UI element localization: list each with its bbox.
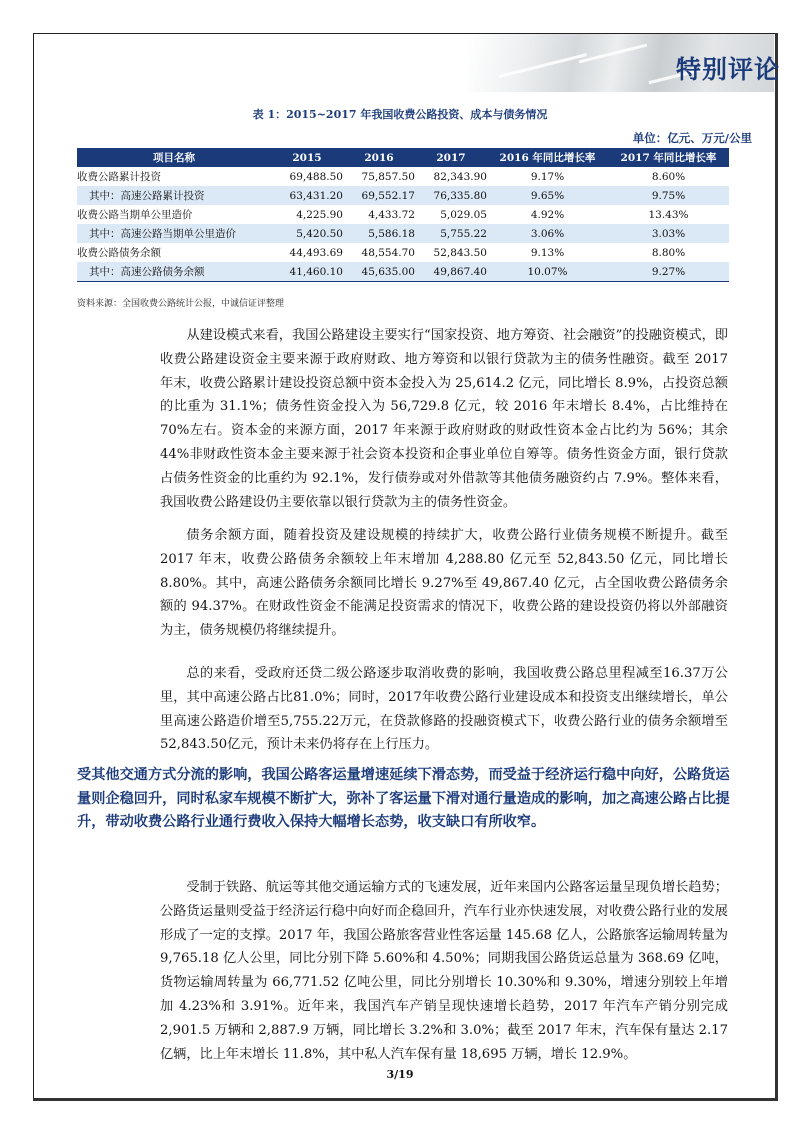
table-header-row xyxy=(77,148,729,167)
paragraph-construction-model: 从建设模式来看，我国公路建设主要实行“国家投资、地方筹资、社会融资”的投融资模式，即收费公路建设资金主要来源于政府财政、地方筹资和以银行贷款为主的债务性融资。截至 2017 年末，收费公路累计建设投资总额中资本金投入为 25,614.2 亿元，同比增长 8.9%，占投资总额的比重为 31.1%；债务性资金投入为 56,729.8 亿元，较 2016 年末增长 8.4%，占比维持在 70%左右。资本金的来源方面，2017 年来源于政府财政的财政性资本金占比约为 56%；其余 44%非财政性资本金主要来源于社会资本投资和企事业单位自筹等。债务性资金方面，银行贷款占债务性资金的比重约为 92.1%，发行债券或对外借款等其他债务融资约占 7.9%。整体来看，我国收费公路建设仍主要依靠以银行贷款为主的债务性资金。 xyxy=(160,328,728,510)
table-unit: 单位：亿元、万元/公里 xyxy=(632,131,752,145)
row-name: 其中：高速公路当期单公里造价 xyxy=(77,224,271,243)
cell-2017: 82,343.90 xyxy=(415,167,487,186)
cell-2017: 5,755.22 xyxy=(415,224,487,243)
cell-growth-2016: 9.65% xyxy=(487,186,608,205)
table-source-note: 资料来源：全国收费公路统计公报，中诚信证评整理 xyxy=(77,299,285,309)
cell-2016: 69,552.17 xyxy=(343,186,415,205)
cell-growth-2016: 10.07% xyxy=(487,262,608,282)
cell-2015: 41,460.10 xyxy=(271,262,343,282)
column-header: 2016 xyxy=(343,148,415,167)
highlight-key-point: 受其他交通方式分流的影响，我国公路客运量增速延续下滑态势，而受益于经济运行稳中向好，公路货运量则企稳回升，同时私家车规模不断扩大，弥补了客运量下滑对通行量造成的影响，加之高速公路占比提升，带动收费公路行业通行费收入保持大幅增长态势，收支缺口有所收窄。 xyxy=(77,767,730,831)
cell-growth-2016: 4.92% xyxy=(487,205,608,224)
cell-growth-2017: 3.03% xyxy=(608,224,729,243)
cell-2017: 76,335.80 xyxy=(415,186,487,205)
table-row xyxy=(77,262,729,282)
cell-growth-2017: 13.43% xyxy=(608,205,729,224)
cell-growth-2017: 8.80% xyxy=(608,243,729,262)
cell-2017: 5,029.05 xyxy=(415,205,487,224)
cell-growth-2016: 9.17% xyxy=(487,167,608,186)
page-number: 3/19 xyxy=(386,1068,414,1081)
cell-2017: 52,843.50 xyxy=(415,243,487,262)
column-header: 2017 年同比增长率 xyxy=(608,148,729,167)
cell-2015: 63,431.20 xyxy=(271,186,343,205)
cell-2016: 48,554.70 xyxy=(343,243,415,262)
cell-growth-2017: 9.27% xyxy=(608,262,729,282)
row-name: 收费公路累计投资 xyxy=(77,167,271,186)
paragraph-summary: 总的来看，受政府还贷二级公路逐步取消收费的影响，我国收费公路总里程减至16.37万公里，其中高速公路占比81.0%；同时，2017年收费公路行业建设成本和投资支出继续增长，单公里高速公路造价增至5,755.22万元，在贷款修路的投融资模式下，收费公路行业的债务余额增至52,843.50亿元，预计未来仍将存在上行压力。 xyxy=(160,666,728,753)
table-row xyxy=(77,205,729,224)
table-row xyxy=(77,186,729,205)
cell-growth-2017: 8.60% xyxy=(608,167,729,186)
section-title: 特别评论 xyxy=(675,55,780,84)
paragraph-traffic-volume: 受制于铁路、航运等其他交通运输方式的飞速发展，近年来国内公路客运量呈现负增长趋势；公路货运量则受益于经济运行稳中向好而企稳回升，汽车行业亦快速发展，对收费公路行业的发展形成了一定的支撑。2017 年，我国公路旅客营业性客运量 145.68 亿人，公路旅客运输周转量为 9,765.18 亿人公里，同比分别下降 5.60%和 4.50%；同期我国公路货运总量为 368.69 亿吨，货物运输周转量为 66,771.52 亿吨公里，同比分别增长 10.30%和 9.30%，增速分别较上年增加 4.23%和 3.91%。近年来，我国汽车产销呈现快速增长趋势，2017 年汽车产销分别完成 2,901.5 万辆和 2,887.9 万辆，同比增长 3.2%和 3.0%；截至 2017 年末，汽车保有量达 2.17 亿辆，比上年末增长 11.8%，其中私人汽车保有量 18,695 万辆，增长 12.9%。 xyxy=(160,880,728,1062)
column-header: 项目名称 xyxy=(77,148,271,167)
cell-growth-2016: 3.06% xyxy=(487,224,608,243)
column-header: 2015 xyxy=(271,148,343,167)
row-name: 其中：高速公路债务余额 xyxy=(77,262,271,282)
row-name: 收费公路债务余额 xyxy=(77,243,271,262)
cell-2016: 4,433.72 xyxy=(343,205,415,224)
cell-2017: 49,867.40 xyxy=(415,262,487,282)
cell-2016: 75,857.50 xyxy=(343,167,415,186)
cell-2015: 4,225.90 xyxy=(271,205,343,224)
cell-2015: 5,420.50 xyxy=(271,224,343,243)
page-frame-shadow-right xyxy=(775,33,778,1101)
cell-growth-2017: 9.75% xyxy=(608,186,729,205)
page-frame-shadow-bottom xyxy=(33,1098,778,1101)
cell-2016: 5,586.18 xyxy=(343,224,415,243)
row-name: 其中：高速公路累计投资 xyxy=(77,186,271,205)
table-title: 表 1：2015~2017 年我国收费公路投资、成本与债务情况 xyxy=(252,108,548,121)
cell-2016: 45,635.00 xyxy=(343,262,415,282)
paragraph-debt-balance: 债务余额方面，随着投资及建设规模的持续扩大，收费公路行业债务规模不断提升。截至 2017 年末，收费公路债务余额较上年末增加 4,288.80 亿元至 52,843.50 亿元，同比增长 8.80%。其中，高速公路债务余额同比增长 9.27%至 49,867.40 亿元，占全国收费公路债务余额的 94.37%。在财政性资金不能满足投资需求的情况下，收费公路的建设投资仍将以外部融资为主，债务规模仍将继续提升。 xyxy=(160,528,728,639)
table-row xyxy=(77,243,729,262)
table-row xyxy=(77,224,729,243)
table-row xyxy=(77,167,729,186)
cell-growth-2016: 9.13% xyxy=(487,243,608,262)
data-table xyxy=(77,148,729,282)
cell-2015: 69,488.50 xyxy=(271,167,343,186)
column-header: 2017 xyxy=(415,148,487,167)
row-name: 收费公路当期单公里造价 xyxy=(77,205,271,224)
column-header: 2016 年同比增长率 xyxy=(487,148,608,167)
cell-2015: 44,493.69 xyxy=(271,243,343,262)
